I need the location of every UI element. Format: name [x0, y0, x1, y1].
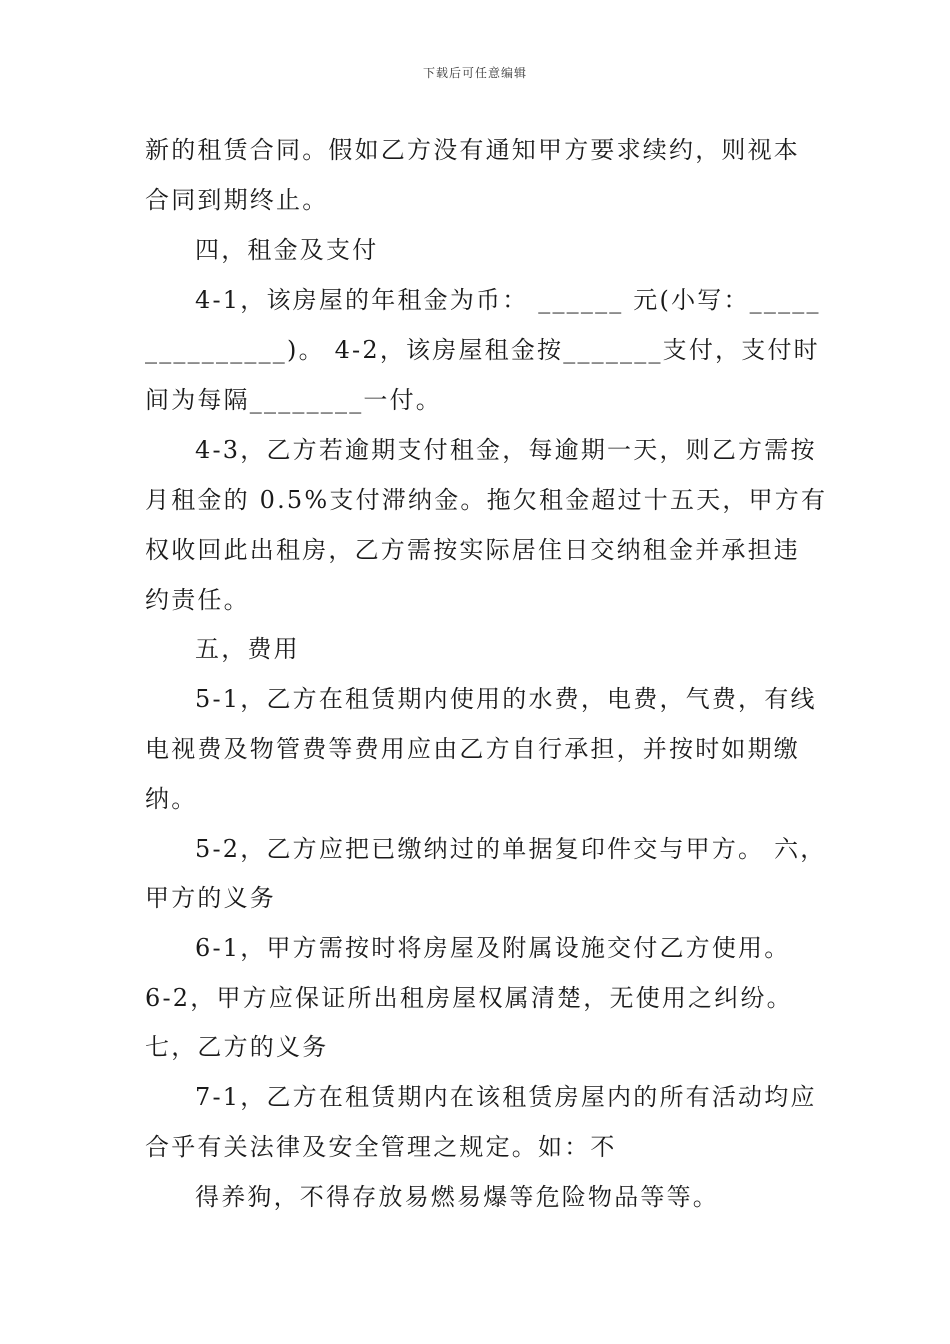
- text-line: 电视费及物管费等费用应由乙方自行承担，并按时如期缴: [145, 735, 800, 763]
- text-line: 4-1，该房屋的年租金为币： ______ 元(小写：_____: [195, 286, 821, 314]
- text-line: 7-1，乙方在租赁期内在该租赁房屋内的所有活动均应: [195, 1083, 817, 1111]
- page-header: 下载后可任意编辑: [422, 66, 527, 80]
- section-heading: 四，租金及支付: [195, 236, 379, 264]
- text-line: 5-2，乙方应把已缴纳过的单据复印件交与甲方。 六，: [195, 835, 827, 863]
- text-line: 合同到期终止。: [145, 186, 329, 214]
- text-line: 得养狗，不得存放易燃易爆等危险物品等等。: [195, 1183, 719, 1211]
- text-line: 纳。: [145, 785, 198, 813]
- text-line: 5-1，乙方在租赁期内使用的水费，电费，气费，有线: [195, 685, 817, 713]
- text-line: 月租金的 0.5%支付滞纳金。拖欠租金超过十五天，甲方有: [145, 486, 828, 514]
- text-line: 甲方的义务: [145, 884, 276, 912]
- text-line: 合乎有关法律及安全管理之规定。如：不: [145, 1133, 617, 1161]
- section-heading: 七，乙方的义务: [145, 1033, 329, 1061]
- text-line: 新的租赁合同。假如乙方没有通知甲方要求续约，则视本: [145, 136, 800, 164]
- text-line: __________)。 4-2，该房屋租金按_______支付，支付时: [145, 336, 820, 364]
- text-line: 6-2，甲方应保证所出租房屋权属清楚，无使用之纠纷。: [145, 984, 793, 1012]
- text-line: 约责任。: [145, 586, 250, 614]
- text-line: 权收回此出租房，乙方需按实际居住日交纳租金并承担违: [145, 536, 800, 564]
- text-line: 6-1，甲方需按时将房屋及附属设施交付乙方使用。: [195, 934, 791, 962]
- section-heading: 五，费用: [195, 635, 300, 663]
- text-line: 间为每隔________一付。: [145, 386, 442, 414]
- text-line: 4-3，乙方若逾期支付租金，每逾期一天，则乙方需按: [195, 436, 817, 464]
